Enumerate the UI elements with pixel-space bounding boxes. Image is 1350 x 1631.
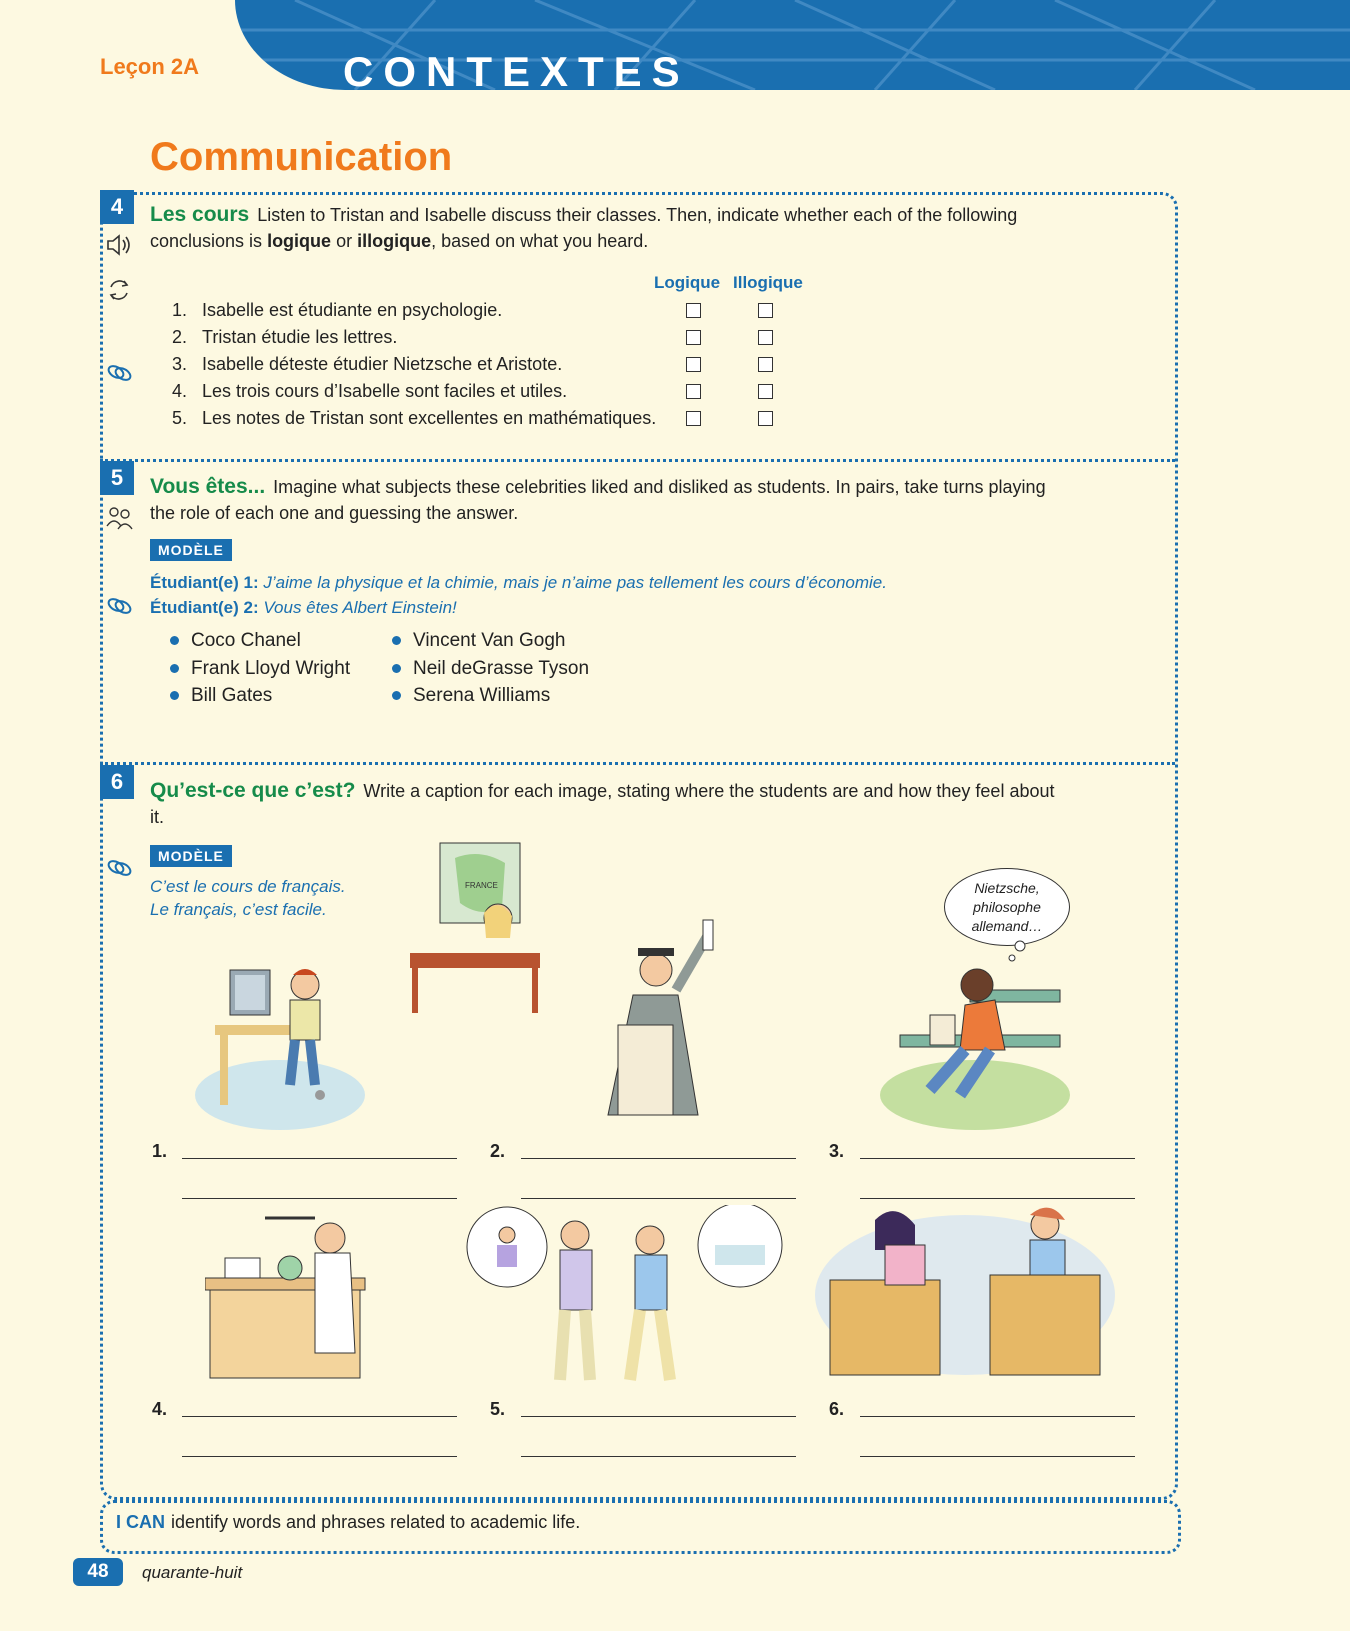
page-number: 48 (73, 1558, 123, 1586)
exercise-5-instructions (150, 474, 1070, 526)
exercise-number: 6 (100, 765, 134, 799)
celebrity-item: Frank Lloyd Wright (170, 658, 350, 680)
checkbox-logique-2[interactable] (686, 330, 701, 345)
computer-student-illustration (195, 945, 365, 1130)
exercise-number: 5 (100, 461, 134, 495)
modele-badge: MODÈLE (150, 539, 232, 561)
checkbox-logique-4[interactable] (686, 384, 701, 399)
celebrity-item: Coco Chanel (170, 630, 301, 652)
ican-statement (116, 1512, 580, 1533)
graduation-illustration (588, 915, 748, 1125)
exercise-title: Les cours (150, 203, 250, 226)
item-number: 4. (172, 381, 188, 401)
instruction-bold: logique (267, 231, 332, 251)
list-item (172, 381, 567, 402)
item-number: 1. (172, 300, 188, 320)
student-label: Étudiant(e) 1: (150, 573, 259, 592)
checkbox-illogique-4[interactable] (758, 384, 773, 399)
pairs-icon (104, 502, 134, 532)
caption-line[interactable] (521, 1456, 796, 1457)
exercise-title: Qu’est-ce que c’est? (150, 779, 356, 802)
model-caption-2: Le français, c’est facile. (150, 900, 327, 919)
model-caption-1: C’est le cours de français. (150, 877, 346, 896)
refresh-icon[interactable] (104, 275, 134, 305)
friends-chatting-illustration (465, 1205, 785, 1390)
classroom-desks-illustration (815, 1200, 1115, 1385)
exercise-title: Vous êtes... (150, 475, 266, 498)
model-line-2 (150, 598, 457, 618)
list-item (172, 408, 656, 429)
ican-label: I CAN (116, 1512, 165, 1532)
caption-line[interactable] (860, 1456, 1135, 1457)
instruction-text: Write a caption for each image, stating where the students are and how they feel about it. (150, 781, 1055, 827)
caption-number: 2. (490, 1141, 506, 1161)
exercise-6-instructions (150, 778, 1070, 830)
caption-line[interactable] (182, 1158, 457, 1159)
reading-bench-illustration (880, 930, 1070, 1130)
item-number: 2. (172, 327, 188, 347)
model-text: Vous êtes Albert Einstein! (263, 598, 457, 617)
instruction-text: Imagine what subjects these celebrities liked and disliked as students. In pairs, take turns playing the role of each one and guessing the answer. (150, 477, 1046, 523)
caption-number: 4. (152, 1399, 168, 1419)
list-item (172, 300, 502, 321)
exercise-number: 4 (100, 190, 134, 224)
audio-icon[interactable] (104, 230, 134, 260)
item-text: Isabelle déteste étudier Nietzsche et Aristote. (202, 354, 563, 374)
section-divider (100, 762, 1175, 765)
item-text: Isabelle est étudiante en psychologie. (202, 300, 503, 320)
column-header-illogique: Illogique (733, 273, 803, 292)
model-text: J’aime la physique et la chimie, mais je n’aime pas tellement les cours d’économie. (263, 573, 887, 592)
checkbox-illogique-5[interactable] (758, 411, 773, 426)
item-number: 3. (172, 354, 188, 374)
item-number: 5. (172, 408, 188, 428)
model-line-1 (150, 573, 887, 593)
caption-line[interactable] (521, 1416, 796, 1417)
caption-number: 6. (829, 1399, 845, 1419)
caption-number: 1. (152, 1141, 168, 1161)
caption-line[interactable] (860, 1158, 1135, 1159)
page-title: Communication (150, 135, 453, 179)
link-icon[interactable] (104, 590, 134, 620)
page-number-word: quarante-huit (142, 1563, 243, 1582)
celebrity-item: Neil deGrasse Tyson (392, 658, 589, 680)
caption-line[interactable] (521, 1198, 796, 1199)
instruction-text: or (331, 231, 358, 251)
caption-number: 3. (829, 1141, 845, 1161)
lesson-label: Leçon 2A (100, 54, 200, 79)
item-text: Les trois cours d’Isabelle sont faciles et utiles. (202, 381, 568, 401)
checkbox-illogique-1[interactable] (758, 303, 773, 318)
checkbox-illogique-2[interactable] (758, 330, 773, 345)
section-label: CONTEXTES (343, 48, 690, 95)
link-icon[interactable] (104, 852, 134, 882)
caption-line[interactable] (182, 1416, 457, 1417)
lab-illustration (205, 1203, 385, 1393)
checkbox-logique-1[interactable] (686, 303, 701, 318)
ican-text: identify words and phrases related to academic life. (171, 1512, 581, 1532)
modele-badge: MODÈLE (150, 845, 232, 867)
instruction-text: , based on what you heard. (431, 231, 649, 251)
caption-line[interactable] (860, 1198, 1135, 1199)
celebrity-item: Serena Williams (392, 685, 550, 707)
checkbox-illogique-3[interactable] (758, 357, 773, 372)
caption-number: 5. (490, 1399, 506, 1419)
exercise-4-instructions (150, 202, 1070, 254)
thought-bubble: Nietzsche, philosophe allemand… (944, 868, 1070, 946)
caption-line[interactable] (521, 1158, 796, 1159)
caption-line[interactable] (182, 1198, 457, 1199)
caption-line[interactable] (182, 1456, 457, 1457)
instruction-bold: illogique (357, 231, 432, 251)
map-student-illustration (410, 838, 545, 1013)
item-text: Les notes de Tristan sont excellentes en mathématiques. (202, 408, 657, 428)
section-divider (100, 459, 1175, 462)
list-item (172, 354, 562, 375)
item-text: Tristan étudie les lettres. (202, 327, 398, 347)
caption-line[interactable] (860, 1416, 1135, 1417)
instruction-text: Listen to Tristan and Isabelle discuss their classes. Then, indicate whether each of the following conclusions is (150, 205, 1018, 251)
column-header-logique: Logique (654, 273, 721, 292)
checkbox-logique-5[interactable] (686, 411, 701, 426)
link-icon[interactable] (104, 357, 134, 387)
student-label: Étudiant(e) 2: (150, 598, 259, 617)
list-item (172, 327, 397, 348)
map-label: FRANCE (465, 881, 498, 890)
celebrity-item: Bill Gates (170, 685, 272, 707)
celebrity-item: Vincent Van Gogh (392, 630, 565, 652)
checkbox-logique-3[interactable] (686, 357, 701, 372)
